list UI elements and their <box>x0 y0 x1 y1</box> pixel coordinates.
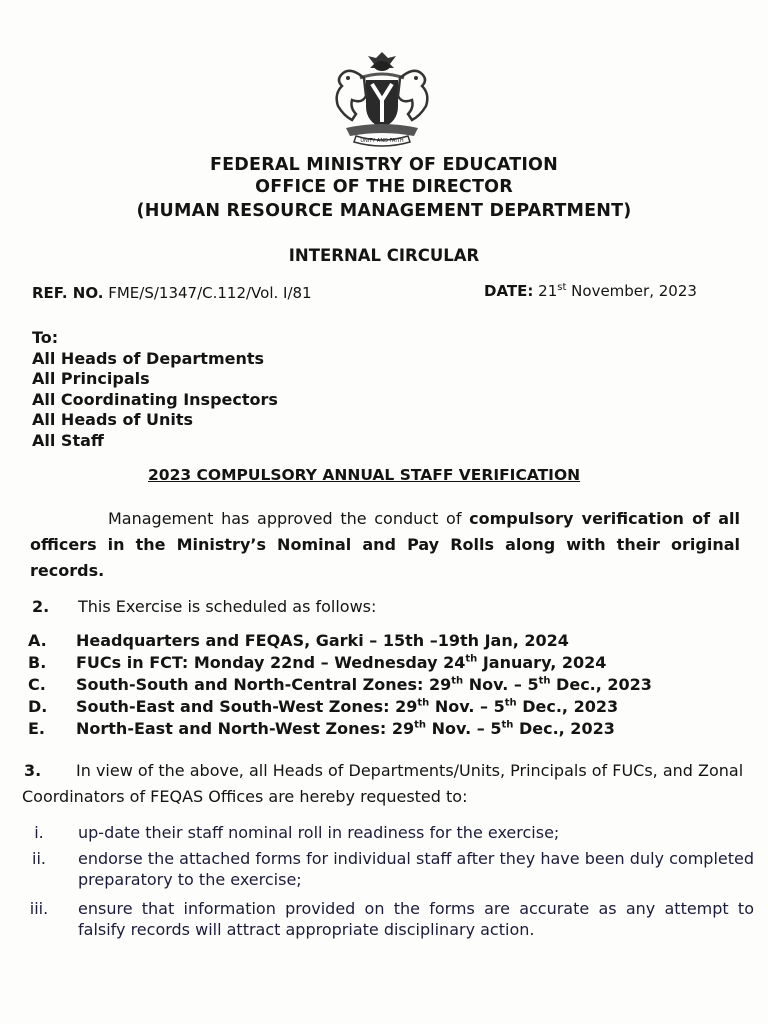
reference-number <box>32 284 312 302</box>
recipients-block <box>32 328 278 451</box>
request-text: ensure that information provided on the forms are accurate as any attempt to falsify records will attract appropriate disciplinary action. <box>78 899 754 939</box>
paragraph-number: 2. <box>32 597 50 616</box>
schedule-label: C. <box>28 675 46 694</box>
schedule-text: FUCs in FCT: Monday 22nd – Wednesday 24th January, 2024 <box>76 653 607 672</box>
schedule-text: South-South and North-Central Zones: 29th Nov. – 5th Dec., 2023 <box>76 675 652 694</box>
date-rest: November, 2023 <box>571 282 697 300</box>
reference-label: REF. NO. <box>32 284 104 302</box>
recipient: All Heads of Departments <box>32 348 265 368</box>
circular-subject: 2023 COMPULSORY ANNUAL STAFF VERIFICATION <box>148 466 581 484</box>
request-text: up-date their staff nominal roll in readiness for the exercise; <box>78 823 560 842</box>
paragraph-1 <box>30 506 740 584</box>
reference-value: FME/S/1347/C.112/Vol. I/81 <box>108 284 312 302</box>
schedule-label: D. <box>28 697 48 716</box>
recipient: All Heads of Units <box>32 410 194 429</box>
to-label: To: <box>32 328 59 347</box>
schedule-text: Headquarters and FEQAS, Garki – 15th –19th Jan, 2024 <box>76 631 569 650</box>
paragraph-1-text: Management has approved the conduct of <box>108 509 462 528</box>
paragraph-number: 3. <box>24 761 42 780</box>
schedule-item <box>28 652 728 673</box>
schedule-item <box>28 630 728 651</box>
ministry-name: FEDERAL MINISTRY OF EDUCATION <box>210 155 558 175</box>
schedule-label: A. <box>28 631 47 650</box>
request-number: ii. <box>32 849 46 868</box>
paragraph-2 <box>32 594 376 620</box>
date-day: 21 <box>538 282 558 300</box>
paragraph-3-text: In view of the above, all Heads of Departments/Units, Principals of FUCs, and Zonal Coordinators of FEQAS Offices are hereby requested to: <box>22 761 744 806</box>
request-number: i. <box>34 823 44 842</box>
request-text: endorse the attached forms for individual staff after they have been duly completed preparatory to the exercise; <box>78 849 754 889</box>
request-number: iii. <box>29 899 49 918</box>
recipient: All Staff <box>32 430 104 450</box>
circular-title: INTERNAL CIRCULAR <box>288 246 480 265</box>
schedule-item <box>28 674 728 695</box>
schedule-label: E. <box>28 719 46 738</box>
date-label: DATE: <box>484 282 534 300</box>
office-name: OFFICE OF THE DIRECTOR <box>255 177 513 197</box>
schedule-list <box>28 630 728 742</box>
schedule-item <box>28 718 728 739</box>
requests-list <box>22 822 758 952</box>
paragraph-1-bold-text: compulsory verification of all officers in the Ministry’s Nominal and Pay Rolls along with their original records. <box>30 509 740 580</box>
svg-text:UNITY AND FAITH: UNITY AND FAITH <box>360 138 404 144</box>
paragraph-2-text: This Exercise is scheduled as follows: <box>78 597 377 616</box>
department-name: (HUMAN RESOURCE MANAGEMENT DEPARTMENT) <box>136 201 632 221</box>
paragraph-3 <box>22 758 752 810</box>
schedule-text: North-East and North-West Zones: 29th Nov. – 5th Dec., 2023 <box>76 719 615 738</box>
circular-date <box>484 282 697 300</box>
schedule-label: B. <box>28 653 47 672</box>
recipient: All Principals <box>32 369 150 388</box>
coat-of-arms-icon <box>320 48 444 148</box>
schedule-item <box>28 696 728 717</box>
recipient: All Coordinating Inspectors <box>32 389 278 409</box>
schedule-text: South-East and South-West Zones: 29th Nov. – 5th Dec., 2023 <box>76 697 619 716</box>
date-suffix: st <box>557 282 567 293</box>
